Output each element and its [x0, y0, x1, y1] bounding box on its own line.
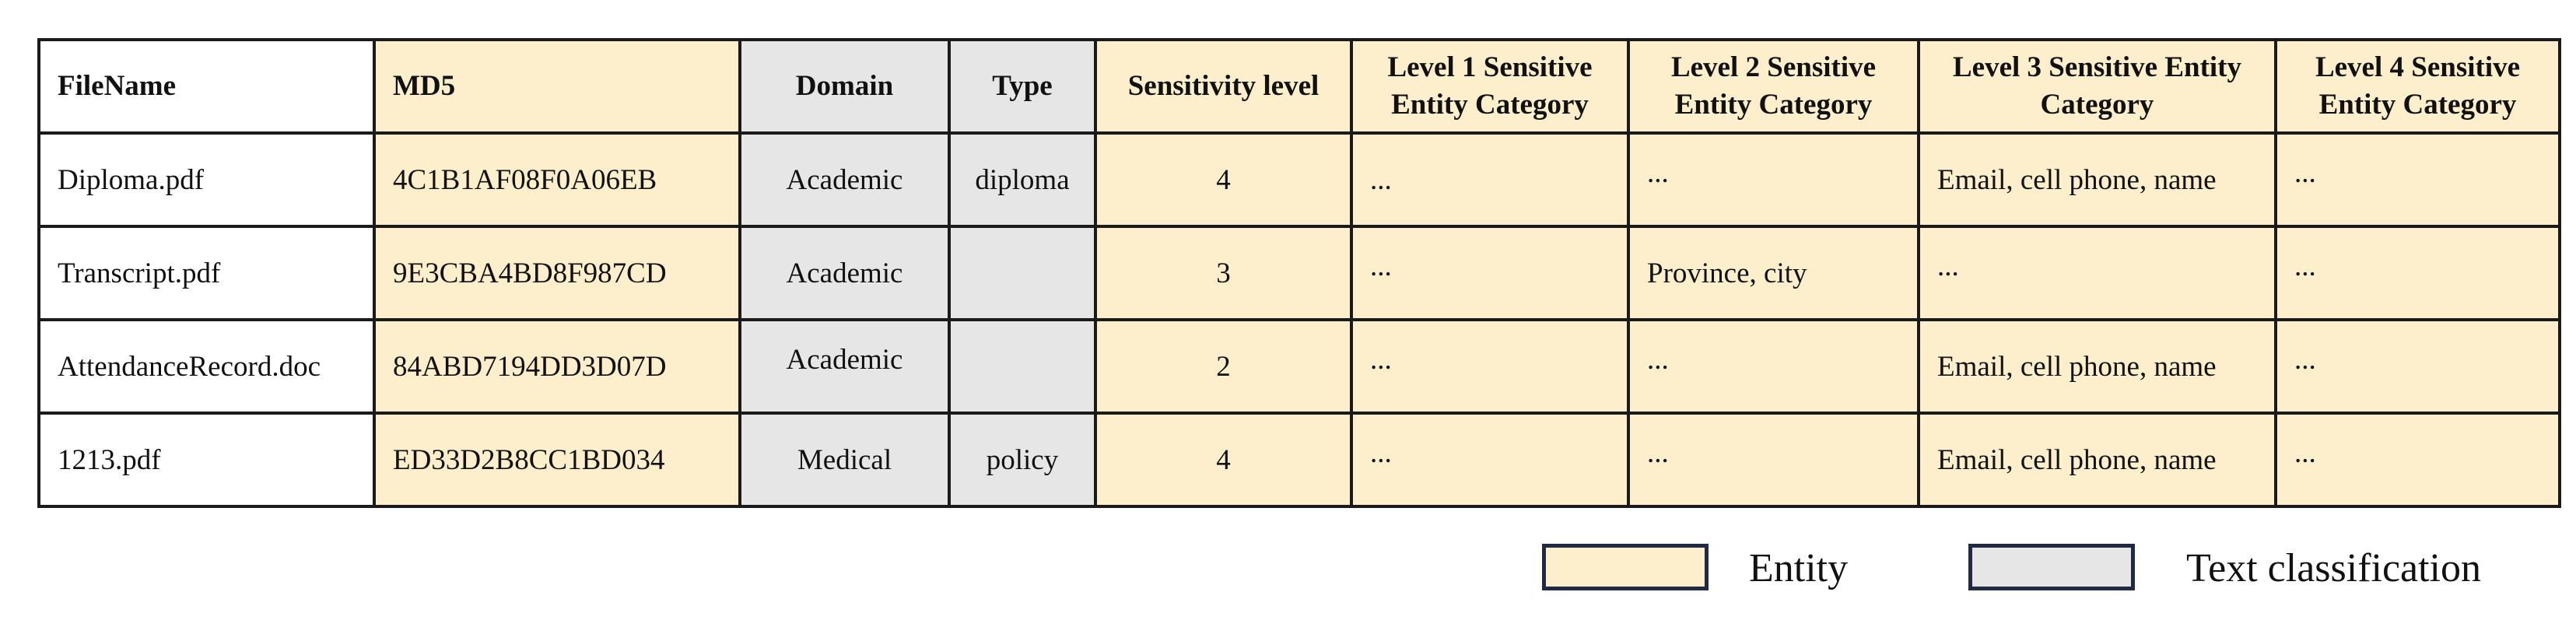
header-row [39, 40, 2560, 133]
table-row [39, 226, 2560, 320]
table-row [39, 133, 2560, 226]
file-sensitivity-table-container [37, 38, 2558, 508]
cell-domain: Academic [740, 320, 949, 413]
cell-type [949, 320, 1095, 413]
cell-level4-category: ... [2276, 133, 2560, 226]
cell-level2-category: Province, city [1628, 226, 1919, 320]
file-sensitivity-table [37, 38, 2561, 508]
legend-swatch-text-classification [1968, 544, 2135, 590]
cell-type: policy [949, 413, 1095, 506]
cell-md5: ED33D2B8CC1BD034 [374, 413, 740, 506]
header-level4-category: Level 4 Sensitive Entity Category [2276, 40, 2560, 133]
cell-sensitivity-level: 3 [1095, 226, 1351, 320]
cell-level1-category: ... [1351, 413, 1628, 506]
cell-level4-category: ... [2276, 320, 2560, 413]
cell-level3-category: Email, cell phone, name [1919, 320, 2276, 413]
cell-sensitivity-level: 4 [1095, 133, 1351, 226]
legend [0, 544, 2576, 598]
cell-level1-category: ... [1351, 320, 1628, 413]
cell-level4-category: ... [2276, 226, 2560, 320]
header-md5: MD5 [374, 40, 740, 133]
cell-filename: Transcript.pdf [39, 226, 374, 320]
cell-filename: AttendanceRecord.doc [39, 320, 374, 413]
legend-swatch-entity [1542, 544, 1709, 590]
header-level1-category: Level 1 Sensitive Entity Category [1351, 40, 1628, 133]
cell-level3-category: Email, cell phone, name [1919, 413, 2276, 506]
cell-level1-category: ... [1351, 226, 1628, 320]
cell-md5: 4C1B1AF08F0A06EB [374, 133, 740, 226]
cell-level3-category: Email, cell phone, name [1919, 133, 2276, 226]
cell-sensitivity-level: 2 [1095, 320, 1351, 413]
header-level2-category: Level 2 Sensitive Entity Category [1628, 40, 1919, 133]
cell-domain: Academic [740, 226, 949, 320]
cell-filename: 1213.pdf [39, 413, 374, 506]
cell-md5: 84ABD7194DD3D07D [374, 320, 740, 413]
cell-level1-category: ... [1351, 133, 1628, 226]
header-filename: FileName [39, 40, 374, 133]
cell-filename: Diploma.pdf [39, 133, 374, 226]
cell-domain: Academic [740, 133, 949, 226]
cell-sensitivity-level: 4 [1095, 413, 1351, 506]
cell-level4-category: ... [2276, 413, 2560, 506]
header-domain: Domain [740, 40, 949, 133]
cell-level2-category: ... [1628, 133, 1919, 226]
cell-md5: 9E3CBA4BD8F987CD [374, 226, 740, 320]
header-type: Type [949, 40, 1095, 133]
table-row [39, 413, 2560, 506]
header-level3-category: Level 3 Sensitive Entity Category [1919, 40, 2276, 133]
table-row [39, 320, 2560, 413]
cell-level2-category: ... [1628, 320, 1919, 413]
legend-label-text-classification: Text classification [2186, 546, 2482, 590]
cell-type [949, 226, 1095, 320]
cell-type: diploma [949, 133, 1095, 226]
cell-level2-category: ... [1628, 413, 1919, 506]
cell-domain: Medical [740, 413, 949, 506]
legend-label-entity: Entity [1749, 546, 1849, 590]
header-sensitivity-level: Sensitivity level [1095, 40, 1351, 133]
cell-level3-category: ... [1919, 226, 2276, 320]
